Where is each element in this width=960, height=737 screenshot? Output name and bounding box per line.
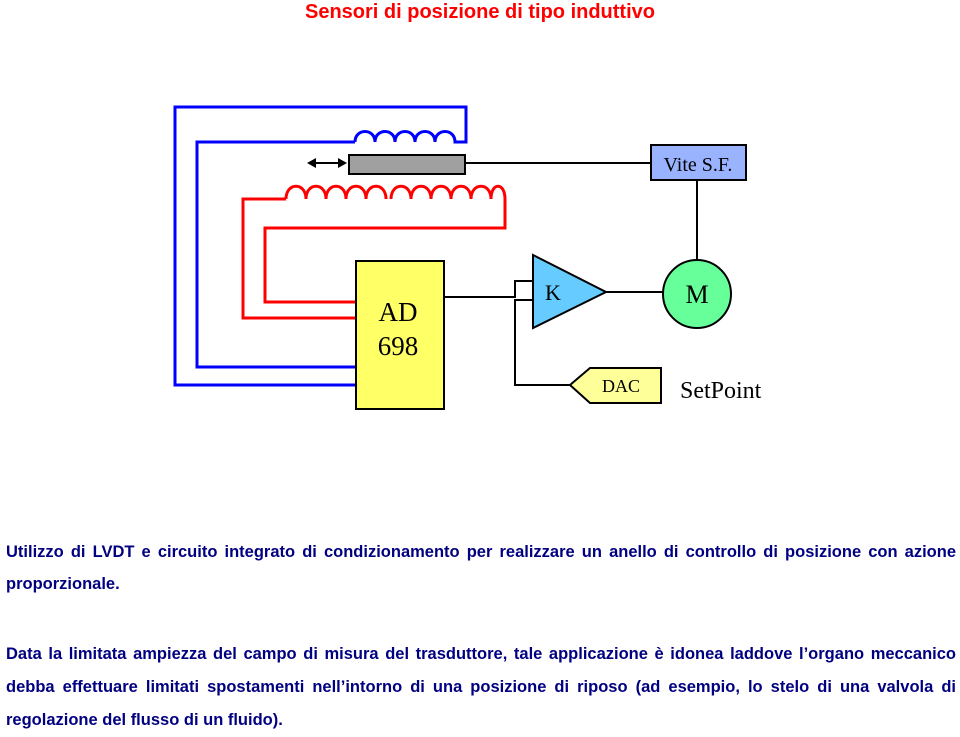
- double-arrow-icon: [307, 158, 347, 168]
- ad698-label-line1: AD: [378, 297, 418, 327]
- amplifier-triangle: [533, 255, 606, 328]
- description-paragraph-1: Utilizzo di LVDT e circuito integrato di condizionamento per realizzare un anello di controllo di posizione con azione proporzionale.: [6, 543, 956, 593]
- wire-chip-to-amp: [444, 281, 533, 297]
- page-title: Sensori di posizione di tipo induttivo: [305, 1, 655, 23]
- secondary-coil: [286, 186, 505, 199]
- primary-coil: [355, 132, 466, 143]
- dac-label: DAC: [601, 376, 641, 396]
- lvdt-core: [349, 155, 465, 174]
- setpoint-label: SetPoint: [680, 378, 762, 404]
- amplifier-label: K: [545, 280, 561, 305]
- secondary-wire-left: [243, 199, 356, 318]
- screw-label: Vite S.F.: [663, 154, 733, 176]
- description-paragraph-2: Data la limitata ampiezza del campo di misura del trasduttore, tale applicazione è idonea laddove l’organo meccanico debba effettuare limitati spostamenti nell’intorno di una posizione di riposo (ad esempio, lo stelo di una valvola di regolazione del flusso di un fluido).: [6, 645, 956, 729]
- ad698-label-line2: 698: [377, 331, 419, 361]
- motor-label: M: [685, 280, 709, 309]
- primary-wire-inner: [197, 142, 356, 367]
